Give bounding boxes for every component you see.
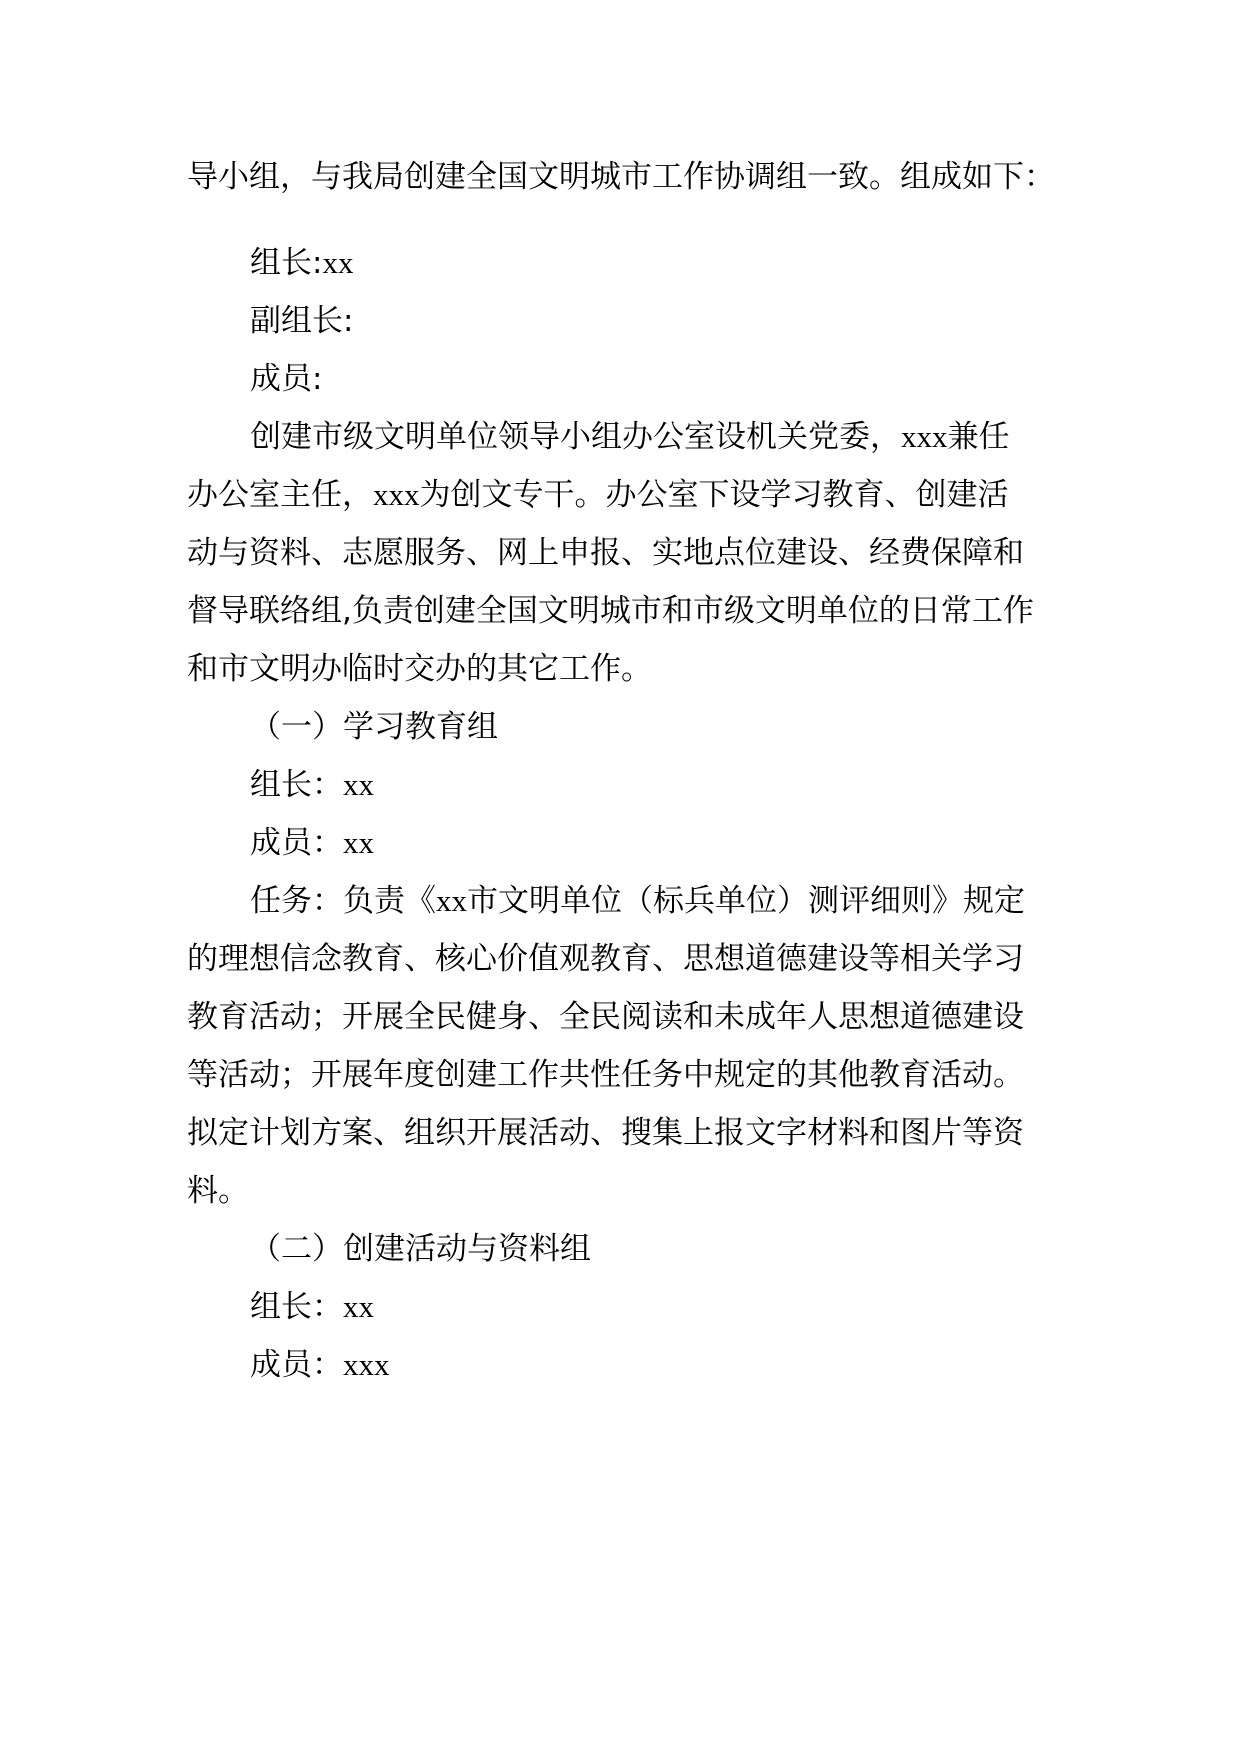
- text-line: 和市文明办临时交办的其它工作。: [187, 651, 652, 687]
- section-heading: （一）学习教育组: [250, 709, 498, 745]
- text-line: 创建市级文明单位领导小组办公室设机关党委，xxx兼任: [250, 419, 1010, 455]
- text-line: 成员:: [250, 361, 323, 397]
- text-line: 组长：xx: [250, 1289, 374, 1325]
- text-line: 料。: [187, 1173, 249, 1209]
- text-line: 督导联络组,负责创建全国文明城市和市级文明单位的日常工作: [187, 593, 1034, 629]
- text-line: 动与资料、志愿服务、网上申报、实地点位建设、经费保障和: [187, 535, 1024, 571]
- text-line: 成员：xxx: [250, 1347, 390, 1383]
- text-line: 组长：xx: [250, 767, 374, 803]
- text-line: 拟定计划方案、组织开展活动、搜集上报文字材料和图片等资: [187, 1115, 1024, 1151]
- text-line: 成员：xx: [250, 825, 374, 861]
- text-line: 办公室主任，xxx为创文专干。办公室下设学习教育、创建活: [187, 477, 1009, 513]
- text-line: 任务：负责《xx市文明单位（标兵单位）测评细则》规定: [250, 883, 1025, 919]
- section-heading: （二）创建活动与资料组: [250, 1231, 591, 1267]
- text-line: 副组长:: [250, 303, 354, 339]
- text-line: 组长:xx: [250, 245, 354, 281]
- text-line: 教育活动；开展全民健身、全民阅读和未成年人思想道德建设: [187, 999, 1024, 1035]
- text-line: 的理想信念教育、核心价值观教育、思想道德建设等相关学习: [187, 941, 1024, 977]
- text-line: 导小组，与我局创建全国文明城市工作协调组一致。组成如下：: [187, 159, 1055, 195]
- text-line: 等活动；开展年度创建工作共性任务中规定的其他教育活动。: [187, 1057, 1024, 1093]
